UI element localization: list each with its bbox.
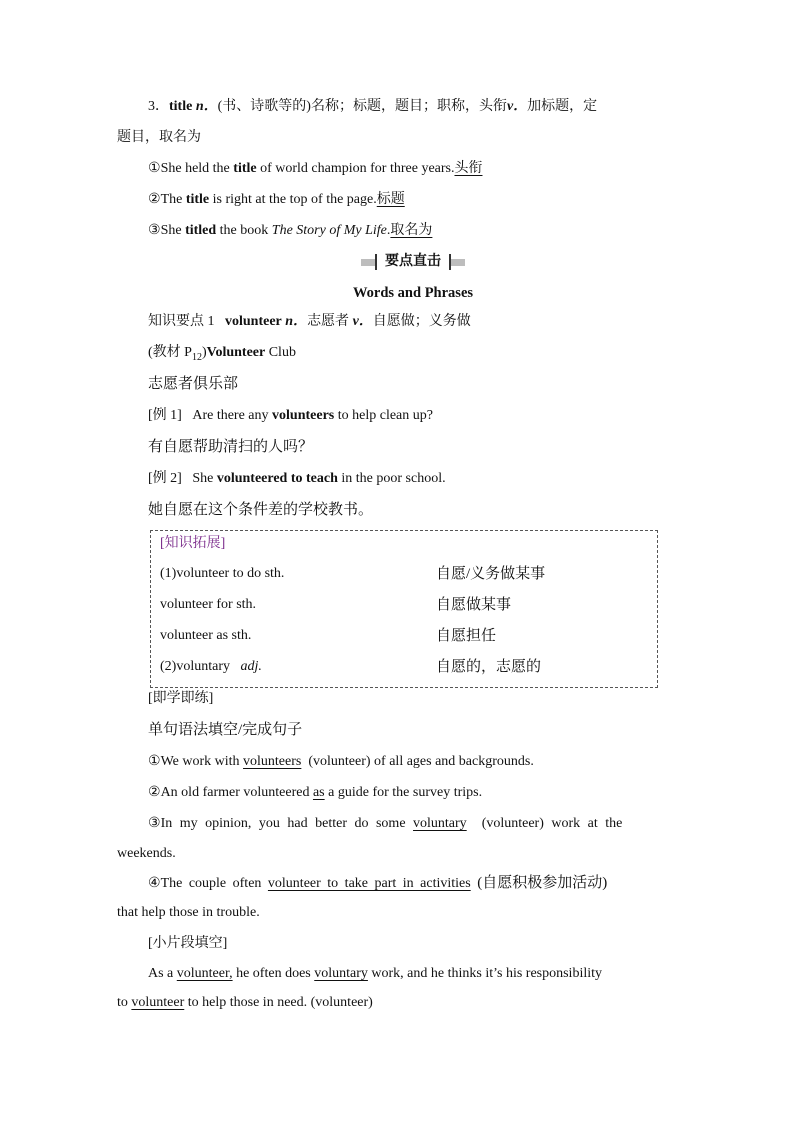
- answer-blank: volunteer: [131, 995, 185, 1010]
- answer-blank: 标题: [376, 192, 405, 207]
- answer-blank: voluntary: [314, 966, 368, 981]
- expansion-row-zh: 自愿做某事: [436, 597, 512, 613]
- practice-q4-cont: that help those in trouble.: [117, 905, 260, 920]
- section-header: 要点直击: [361, 254, 465, 270]
- item3-line1: 3．title n．(书、诗歌等的)名称；标题，题目；职称，头衔v．加标题，定: [148, 99, 598, 114]
- fill-label: [小片段填空]: [148, 936, 228, 951]
- example-1-translation: 有自愿帮助清扫的人吗？: [148, 439, 314, 455]
- practice-label: [即学即练]: [148, 691, 214, 706]
- expansion-row-zh: 自愿/义务做某事: [436, 566, 546, 582]
- answer-blank: volunteer to take part in activities: [267, 876, 471, 891]
- item3-example-3: ③She titled the book The Story of My Life.取名为: [148, 223, 433, 238]
- answer-blank: volunteers: [243, 754, 302, 769]
- practice-q2: ②An old farmer volunteered as a guide for the survey trips.: [148, 785, 483, 800]
- textbook-translation: 志愿者俱乐部: [148, 376, 239, 392]
- section-title: Words and Phrases: [352, 285, 474, 301]
- example-1: [例 1] Are there any volunteers to help clean up?: [148, 408, 433, 423]
- example-2-translation: 她自愿在这个条件差的学校教书。: [148, 502, 374, 518]
- fill-line-1: As a volunteer, he often does voluntary work, and he thinks it’s his responsibility: [148, 966, 603, 981]
- answer-blank: as: [312, 785, 325, 800]
- example-2: [例 2] She volunteered to teach in the poor school.: [148, 471, 446, 486]
- knowledge-point-1: 知识要点 1 volunteer n．志愿者 v．自愿做；义务做: [148, 314, 471, 329]
- fill-line-2: to volunteer to help those in need. (volunteer): [117, 995, 373, 1010]
- practice-subtitle: 单句语法填空/完成句子: [148, 722, 303, 738]
- expansion-row-en: (1)volunteer to do sth.: [160, 566, 285, 581]
- answer-blank: 取名为: [390, 223, 433, 238]
- answer-blank: voluntary: [413, 816, 467, 831]
- answer-blank: volunteer,: [176, 966, 233, 981]
- practice-q3-cont: weekends.: [117, 846, 176, 861]
- practice-q4: ④The couple often volunteer to take part in activities (自愿积极参加活动): [148, 875, 608, 891]
- expansion-row-zh: 自愿担任: [436, 628, 497, 644]
- item3-example-1: ①She held the title of world champion for three years.头衔: [148, 161, 483, 176]
- item3-example-2: ②The title is right at the top of the page.标题: [148, 192, 405, 207]
- headword-title: title: [169, 99, 193, 114]
- expansion-label: [知识拓展]: [160, 536, 226, 551]
- expansion-row-en: volunteer for sth.: [160, 597, 257, 612]
- textbook-ref: (教材 $P_{12})Volunteer$ Club: [148, 345, 296, 363]
- item3-line2: 题目，取名为: [117, 130, 201, 145]
- answer-blank: 头衔: [454, 161, 483, 176]
- practice-q1: ①We work with volunteers (volunteer) of all ages and backgrounds.: [148, 754, 534, 769]
- expansion-row-zh: 自愿的，志愿的: [436, 659, 542, 675]
- expansion-row-en: volunteer as sth.: [160, 628, 252, 643]
- practice-q3: ③In my opinion, you had better do some voluntary (volunteer) work at the: [148, 816, 623, 831]
- expansion-row-en: (2)voluntary adj.: [160, 659, 262, 674]
